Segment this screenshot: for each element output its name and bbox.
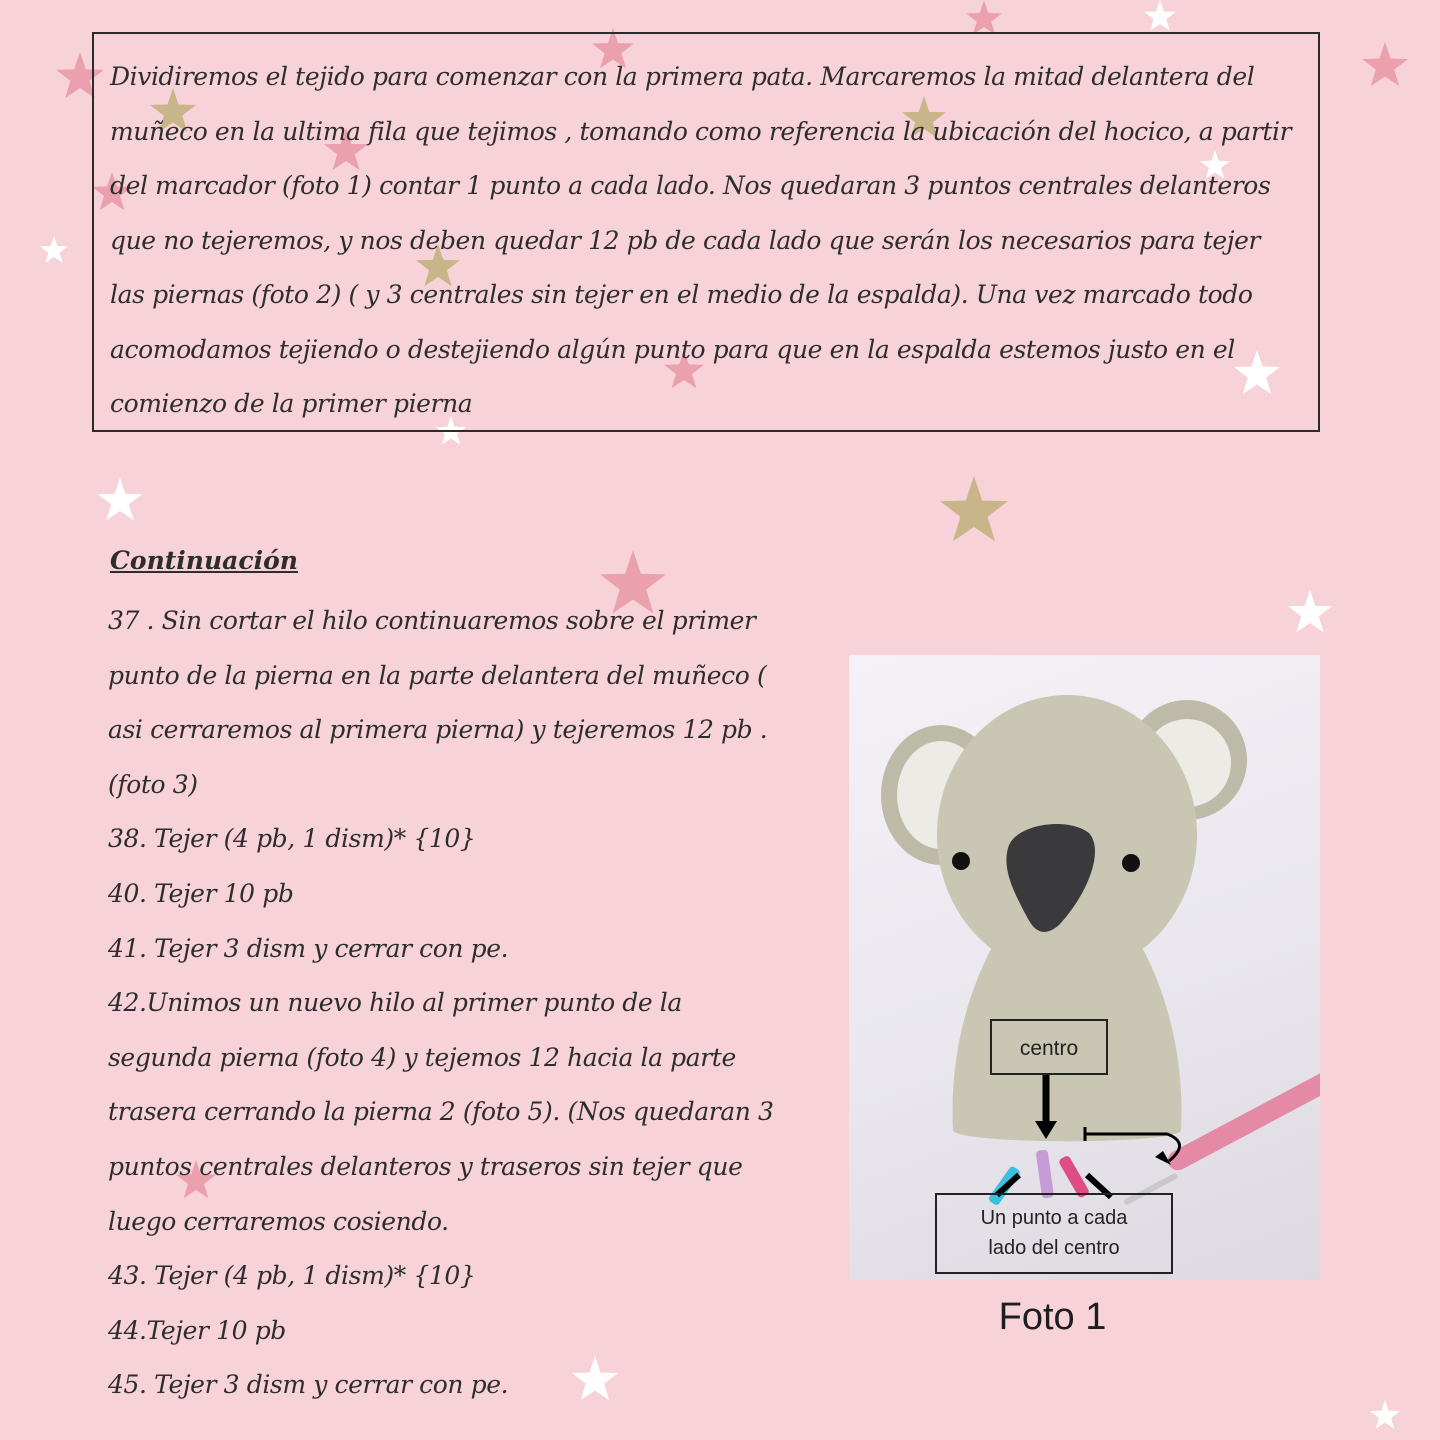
list-item: 43. Tejer (4 pb, 1 dism)* {10} <box>108 1261 476 1291</box>
list-item: 41. Tejer 3 dism y cerrar con pe. <box>108 933 509 963</box>
section-title: Continuación <box>110 546 298 575</box>
list-item: 42.Unimos un nuevo hilo al primer punto de la <box>108 988 682 1018</box>
list-item: segunda pierna (foto 4) y tejemos 12 hacia la parte <box>108 1042 736 1072</box>
star-icon <box>1362 42 1408 88</box>
list-item: punto de la pierna en la parte delantera del muñeco ( <box>108 660 767 690</box>
star-icon <box>40 236 68 264</box>
koala-photo <box>849 655 1320 1280</box>
list-item: puntos centrales delanteros y traseros sin tejer que <box>108 1151 743 1181</box>
centro-label: centro <box>990 1019 1108 1075</box>
steps-list <box>108 594 828 1413</box>
punto-label-line1: Un punto a cada <box>980 1207 1128 1229</box>
intro-box <box>92 32 1320 432</box>
list-item: trasera cerrando la pierna 2 (foto 5). (Nos quedaran 3 <box>108 1097 774 1127</box>
star-icon <box>98 478 142 522</box>
list-item: 38. Tejer (4 pb, 1 dism)* {10} <box>108 824 476 854</box>
list-item: asi cerraremos al primera pierna) y tejeremos 12 pb . <box>108 715 768 745</box>
list-item: luego cerraremos cosiendo. <box>108 1206 449 1236</box>
list-item: 37 . Sin cortar el hilo continuaremos sobre el primer <box>108 606 756 635</box>
star-icon <box>1370 1400 1400 1430</box>
list-item: 40. Tejer 10 pb <box>108 878 294 908</box>
star-icon <box>1140 0 1180 32</box>
punto-label-line2: lado del centro <box>988 1237 1120 1259</box>
punto-label <box>935 1193 1173 1274</box>
photo-caption: Foto 1 <box>998 1296 1107 1338</box>
star-icon <box>940 476 1008 544</box>
list-item: (foto 3) <box>108 769 198 799</box>
intro-paragraph: Dividiremos el tejido para comenzar con la primera pata. Marcaremos la mitad delantera del muñeco en la ultima fila que tejimos , tomando como referencia la ubicación del hocico, a partir del marcador (foto 1) contar 1 punto a cada lado. Nos quedaran 3 puntos centrales delanteros que no tejeremos, y nos deben quedar 12 pb de cada lado que serán los necesarios para tejer las piernas (foto 2) ( y 3 centrales sin tejer en el medio de la espalda). Una vez marcado todo acomodamos tejiendo o destejiendo algún punto para que en la espalda estemos justo en el comienzo de la primer pierna <box>110 62 1292 418</box>
koala-illustration <box>849 655 1320 1280</box>
list-item: 44.Tejer 10 pb <box>108 1315 286 1345</box>
star-icon <box>1288 590 1332 634</box>
list-item: 45. Tejer 3 dism y cerrar con pe. <box>108 1370 509 1400</box>
star-icon <box>958 0 1010 36</box>
